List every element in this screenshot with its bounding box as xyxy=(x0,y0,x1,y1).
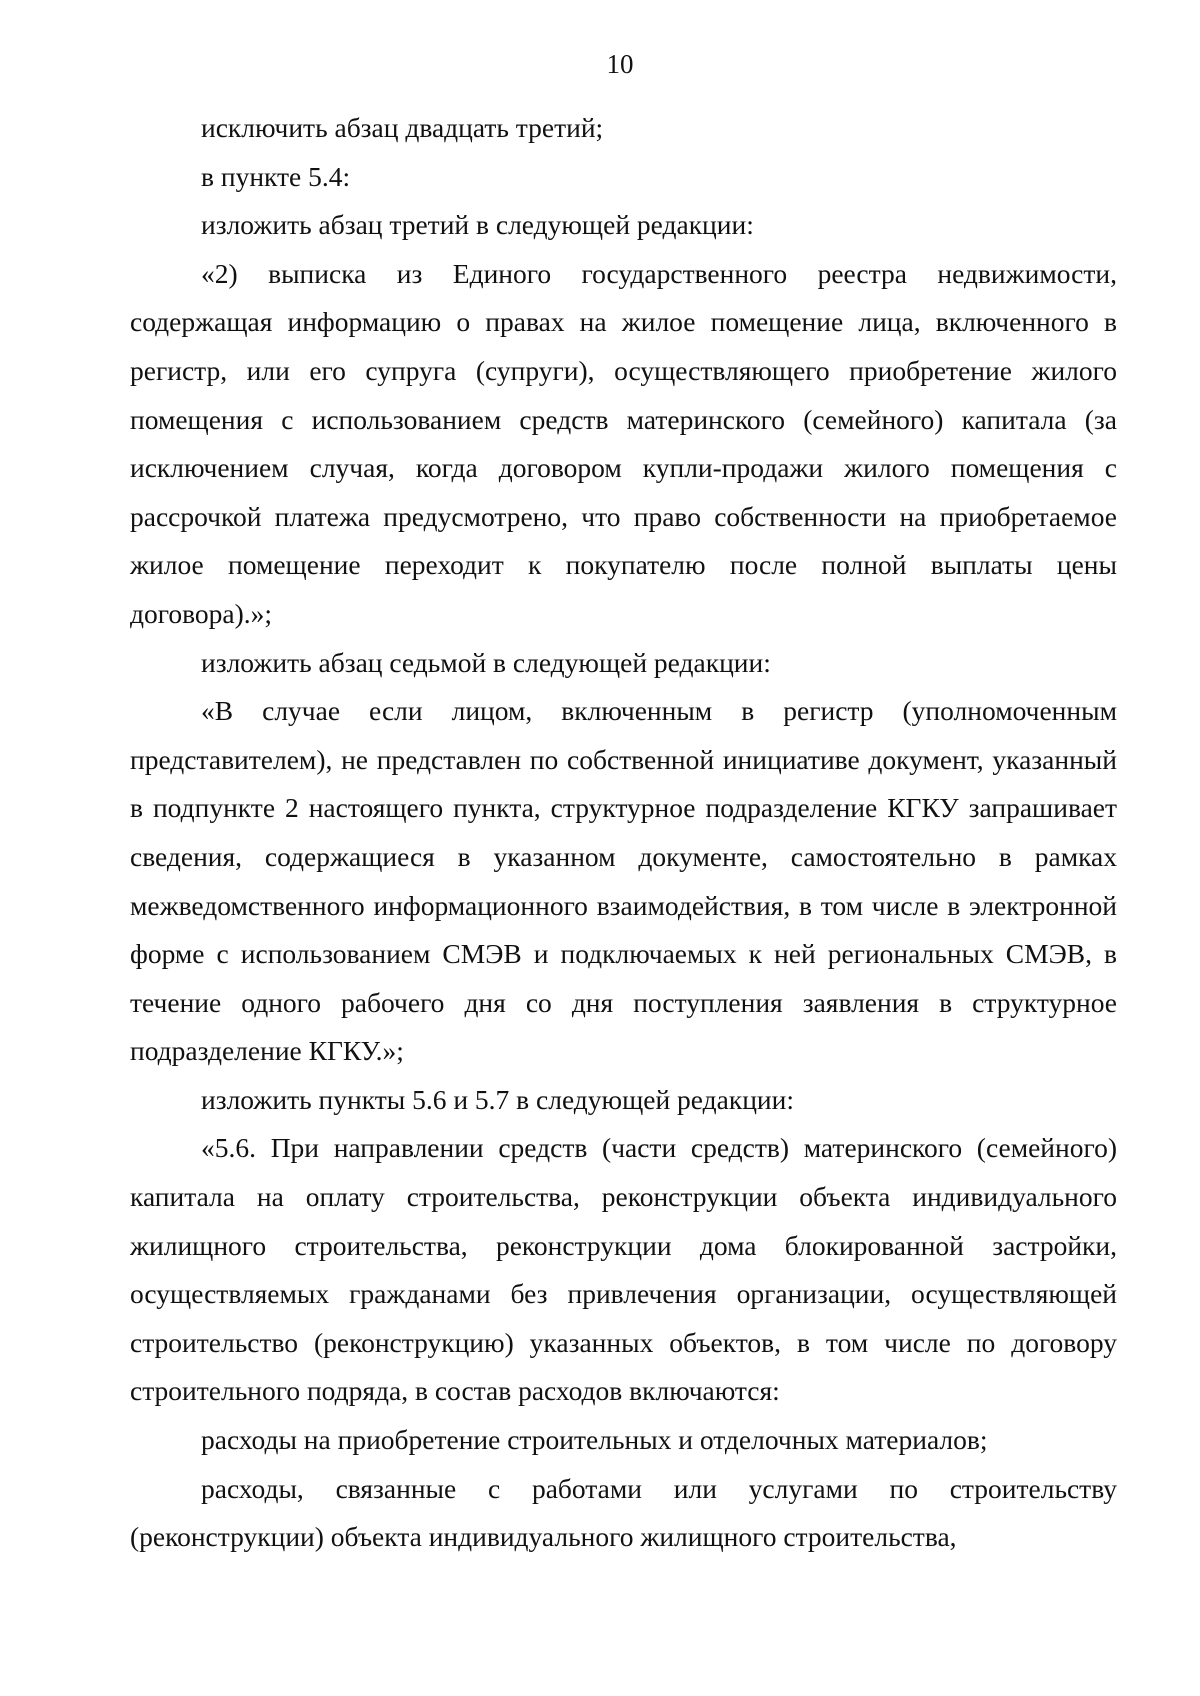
paragraph-works-expenses: расходы, связанные с работами или услугами по строительству (реконструкции) объекта индивидуального жилищного строительства, xyxy=(130,1472,1117,1553)
paragraph-point-5-6: «5.6. При направлении средств (части средств) материнского (семейного) капитала на оплату строительства, реконструкции объекта индивидуального жилищного строительства, реконструкции дома блокированной застройки, осуществляемых гражданами без привлечения организации, осуществляющей строительство (реконструкцию) указанных объектов, в том числе по договору строительного подряда, в состав расходов включаются: xyxy=(130,1132,1117,1407)
paragraph-point-5-4: в пункте 5.4: xyxy=(201,160,351,192)
paragraph-materials-expenses: расходы на приобретение строительных и отделочных материалов; xyxy=(201,1424,988,1456)
page-number: 10 xyxy=(606,49,634,79)
paragraph-amend-third: изложить абзац третий в следующей редакции: xyxy=(201,209,754,241)
paragraph-interagency-request: «В случае если лицом, включенным в регистр (уполномоченным представителем), не представлен по собственной инициативе документ, указанный в подпункте 2 настоящего пункта, структурное подразделение КГКУ запрашивает сведения, содержащиеся в указанном документе, самостоятельно в рамках межведомственного информационного взаимодействия, в том числе в электронной форме с использованием СМЭВ и подключаемых к ней региональных СМЭВ, в течение одного рабочего дня со дня поступления заявления в структурное подразделение КГКУ.»; xyxy=(130,695,1117,1067)
paragraph-amend-5-6-5-7: изложить пункты 5.6 и 5.7 в следующей редакции: xyxy=(201,1083,794,1115)
paragraph-exclude-23: исключить абзац двадцать третий; xyxy=(201,112,604,143)
paragraph-extract-egrn: «2) выписка из Единого государственного реестра недвижимости, содержащая информацию о правах на жилое помещение лица, включенного в регистр, или его супруга (супруги), осуществляющего приобретение жилого помещения с использованием средств материнского (семейного) капитала (за исключением случая, когда договором купли-продажи жилого помещения с рассрочкой платежа предусмотрено, что право собственности на приобретаемое жилое помещение переходит к покупателю после полной выплаты цены договора).»; xyxy=(130,257,1117,629)
document-body xyxy=(130,104,1117,1562)
paragraph-amend-seventh: изложить абзац седьмой в следующей редакции: xyxy=(201,646,771,678)
